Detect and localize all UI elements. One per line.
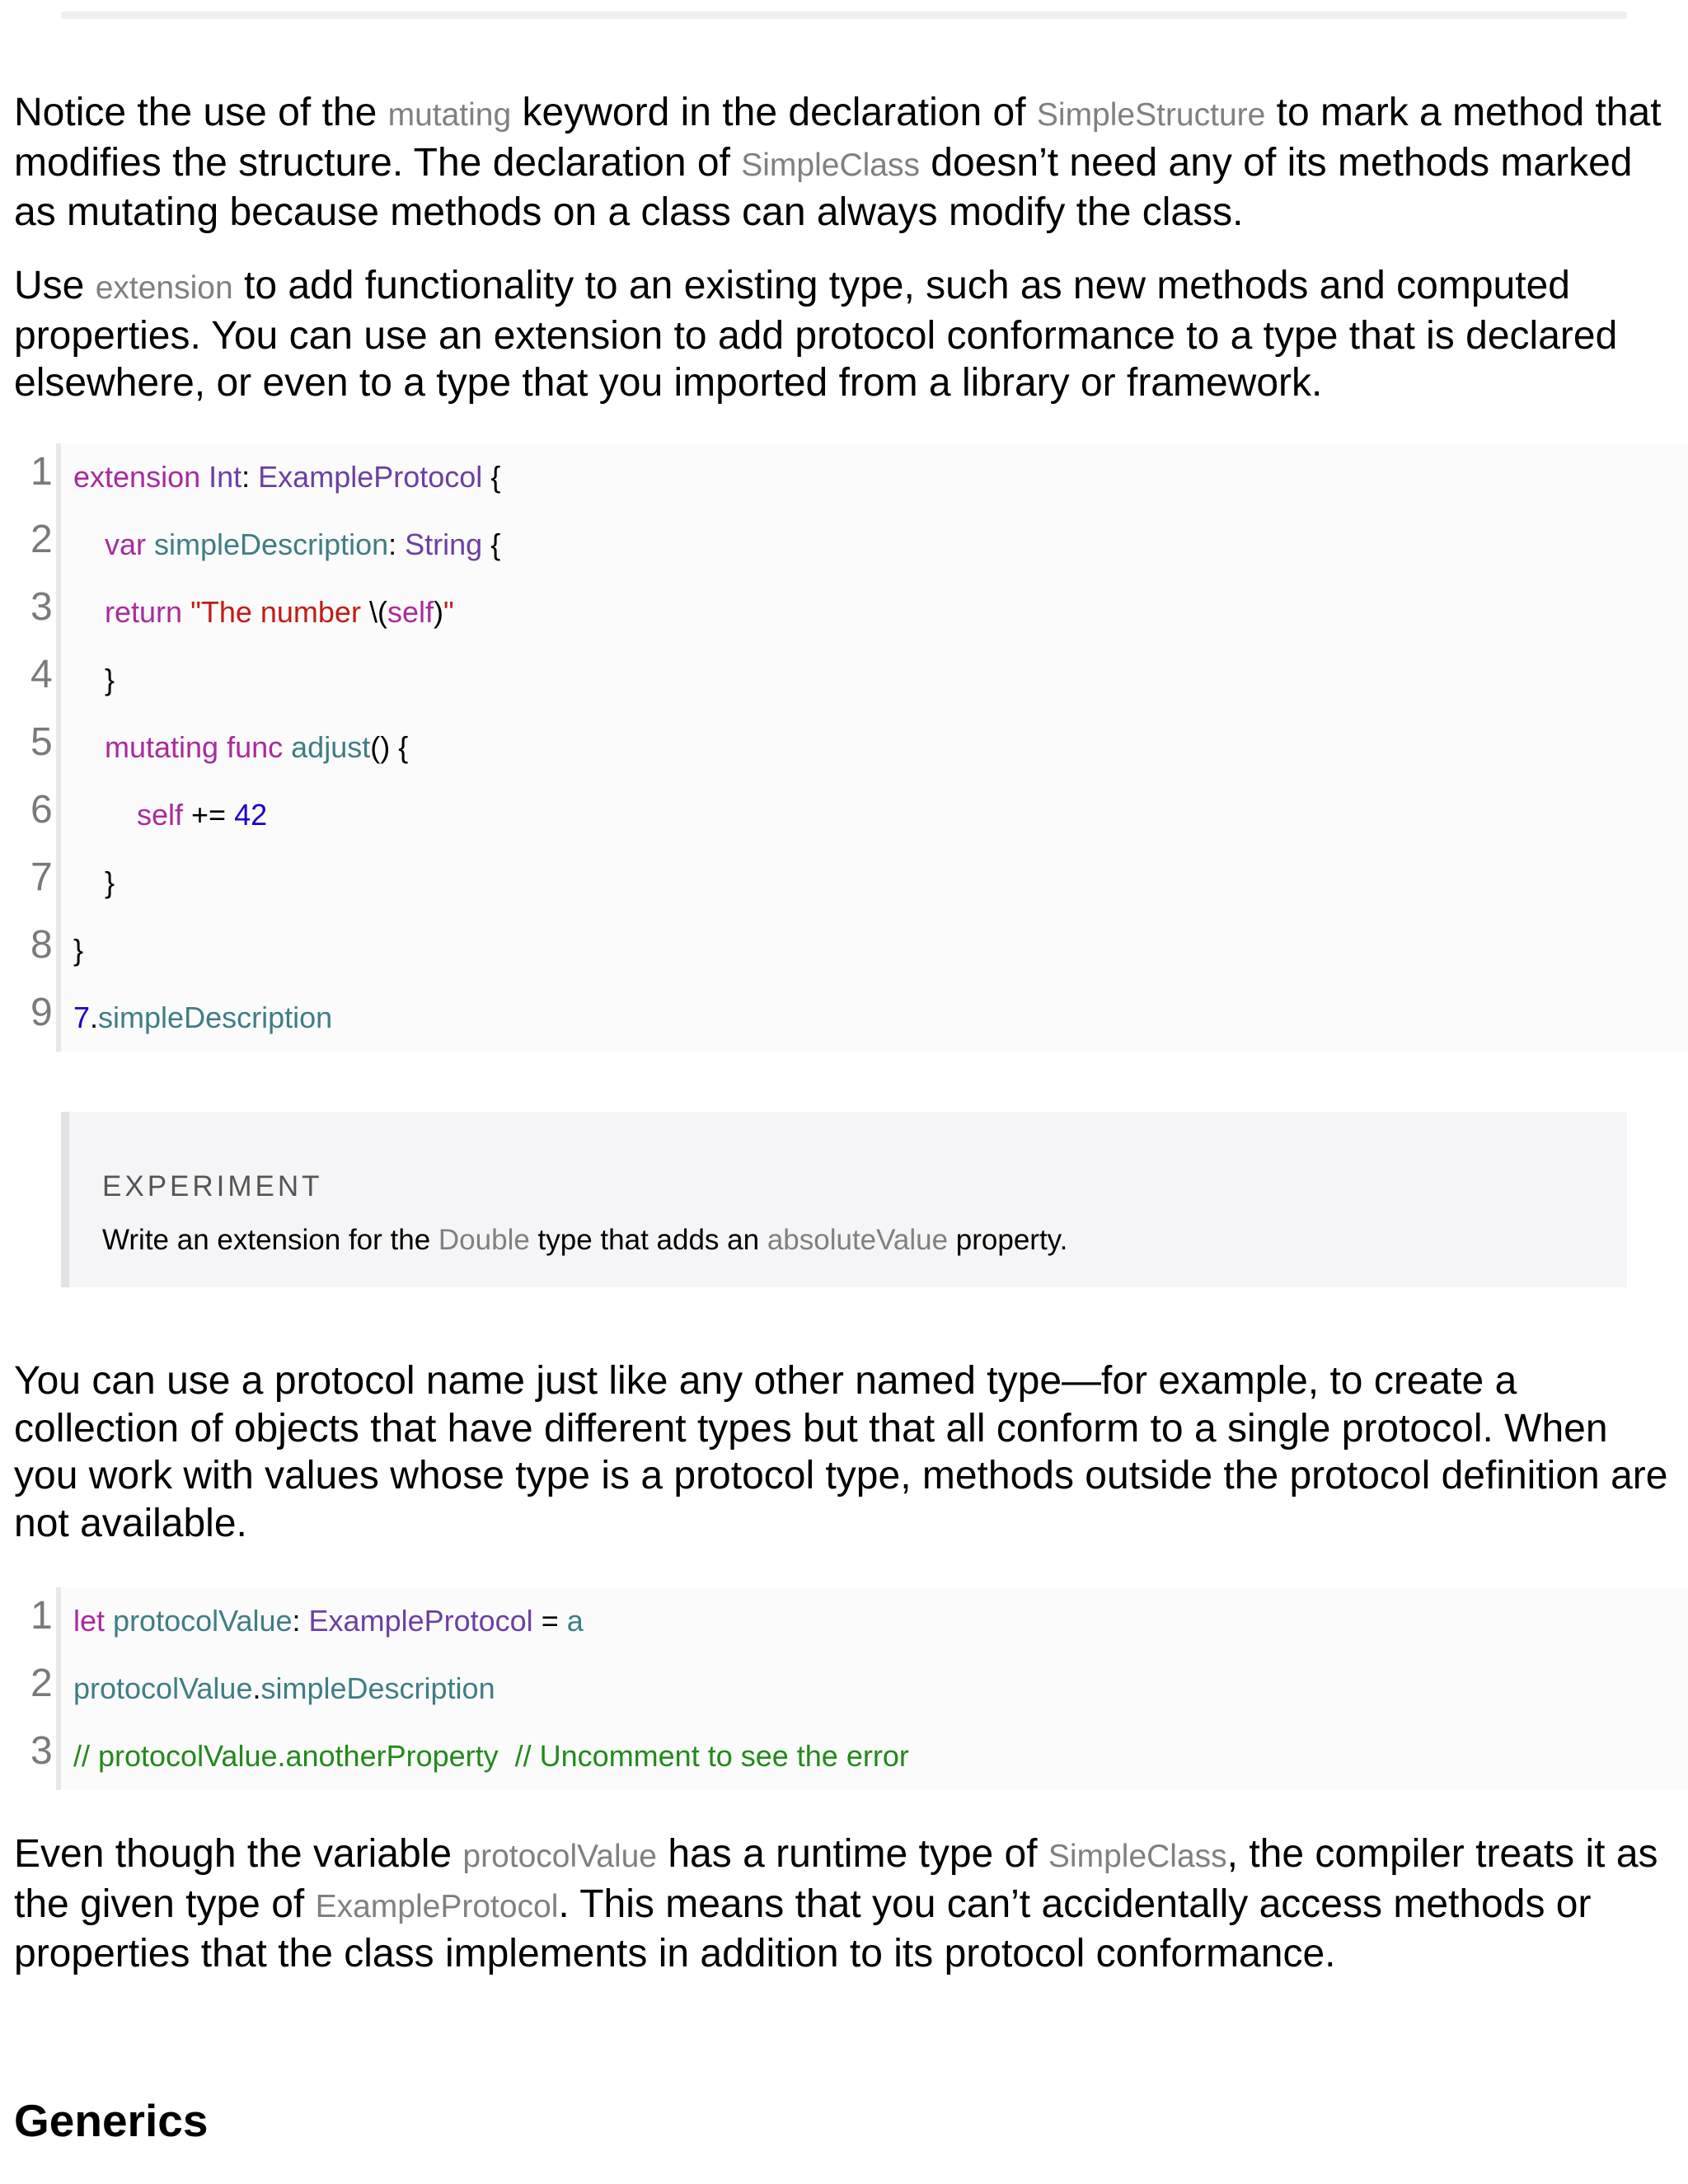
code-line <box>14 781 1688 849</box>
code-text: protocolValue.simpleDescription <box>73 1671 495 1705</box>
text: keyword in the declaration of <box>511 91 1037 134</box>
code-text: } <box>73 933 84 967</box>
line-number: 2 <box>30 1661 53 1705</box>
experiment-accent-bar <box>61 1112 69 1287</box>
code-text: return "The number \(self)" <box>105 595 454 629</box>
line-number: 7 <box>30 855 53 899</box>
line-number: 4 <box>30 653 53 696</box>
code-text: self += 42 <box>137 798 268 832</box>
line-number: 8 <box>30 923 53 967</box>
inline-code: SimpleStructure <box>1036 97 1266 133</box>
code-line <box>14 1655 1688 1722</box>
top-divider <box>61 12 1627 19</box>
inline-code: mutating <box>387 97 512 133</box>
code-text: } <box>105 865 115 899</box>
code-text: 7.simpleDescription <box>73 1001 333 1034</box>
code-block-extension <box>14 443 1688 1052</box>
line-number: 2 <box>30 518 53 561</box>
experiment-title: EXPERIMENT <box>102 1170 323 1202</box>
code-line <box>14 579 1688 646</box>
inline-code: extension <box>95 270 233 306</box>
code-block-protocol-value <box>14 1587 1688 1790</box>
code-line <box>14 984 1688 1052</box>
code-line <box>14 646 1688 714</box>
text: Use <box>14 264 96 307</box>
text: doesn’t need any of its methods marked as mutating because methods on a class can always modify the class. <box>14 140 1633 234</box>
inline-code: Double <box>438 1224 530 1256</box>
code-line <box>14 443 1688 511</box>
code-line <box>14 916 1688 984</box>
paragraph-runtime-type: Even though the variable protocolValue has a runtime type of SimpleClass, the compiler treats it as the given type of ExampleProtocol. This means that you can’t accidentally access methods or properties that the class implements in addition to its protocol conformance. <box>14 1832 1658 1975</box>
inline-code: SimpleClass <box>741 147 920 183</box>
line-number: 9 <box>30 991 53 1034</box>
line-number: 3 <box>30 585 53 629</box>
inline-code: protocolValue <box>462 1839 657 1874</box>
line-number: 3 <box>30 1729 53 1773</box>
code-line <box>14 1587 1688 1655</box>
code-text: } <box>105 663 115 696</box>
code-text: var simpleDescription: String { <box>105 527 501 561</box>
line-number: 6 <box>30 788 53 832</box>
line-number: 1 <box>30 1594 53 1638</box>
code-text: let protocolValue: ExampleProtocol = a <box>73 1604 584 1638</box>
section-heading-generics: Generics <box>14 2095 209 2146</box>
code-line <box>14 849 1688 916</box>
inline-code: absoluteValue <box>767 1224 949 1256</box>
inline-code: ExampleProtocol <box>315 1888 559 1924</box>
inline-code: SimpleClass <box>1048 1839 1227 1874</box>
code-text: mutating func adjust() { <box>105 730 409 764</box>
code-line <box>14 714 1688 781</box>
paragraph-extension <box>14 262 1671 407</box>
text: to add functionality to an existing type, such as new methods and computed properties. You can use an extension to add protocol conformance to a type that is declared elsewhere, or even to a type that you imported from a library or framework. <box>14 264 1618 405</box>
experiment-text: Write an extension for the Double type that adds an absoluteValue property. <box>102 1224 1068 1256</box>
text: to mark a method that modifies the structure. The declaration of <box>14 91 1662 185</box>
code-comment: // protocolValue.anotherProperty // Uncomment to see the error <box>73 1739 909 1773</box>
line-number: 1 <box>30 450 53 494</box>
line-number: 5 <box>30 720 53 764</box>
code-line <box>14 511 1688 579</box>
paragraph-protocol-type: You can use a protocol name just like any other named type—for example, to create a collection of objects that have different types but that all conform to a single protocol. When you work with values whose type is a protocol type, methods outside the protocol definition are not available. <box>14 1359 1668 1545</box>
text: Notice the use of the <box>14 91 388 134</box>
paragraph-mutating <box>14 89 1671 237</box>
code-line <box>14 1722 1688 1790</box>
code-text: extension Int: ExampleProtocol { <box>73 460 501 494</box>
